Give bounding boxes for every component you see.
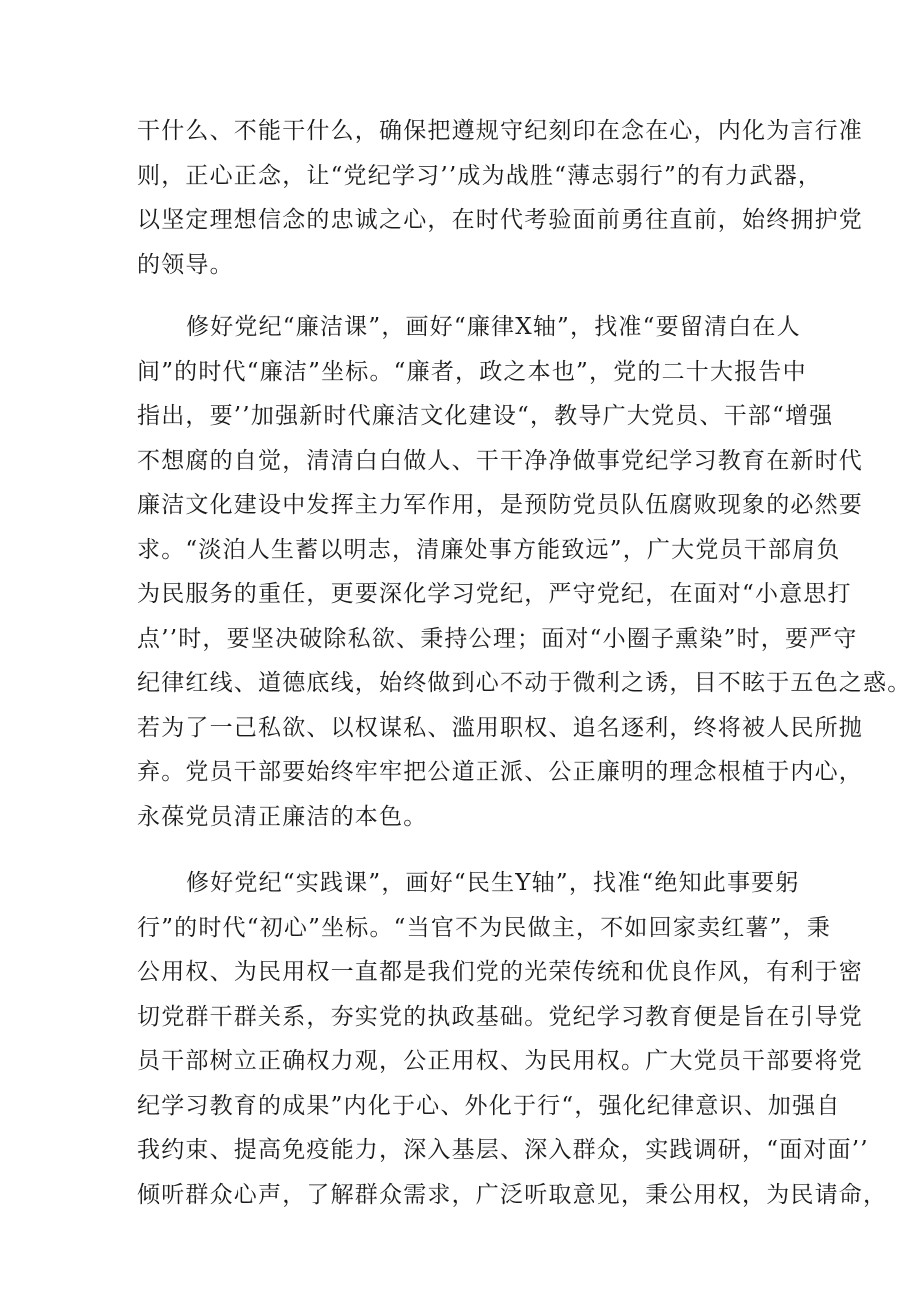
text-line: 永葆党员清正廉洁的本色。	[137, 803, 428, 830]
text-line-indented: 修好党纪“廉洁课”，画好“廉律X轴”，找准“要留清白在人	[186, 314, 801, 340]
text-line: 纪律红线、道德底线，始终做到心不动于微利之诱，目不眩于五色之惑。	[137, 670, 912, 696]
text-line: 求。“淡泊人生蓄以明志，清廉处事方能致远”，广大党员干部肩负	[137, 536, 841, 563]
text-line: 行”的时代“初心”坐标。“当官不为民做主，不如回家卖红薯”，秉	[137, 914, 831, 941]
text-line: 则，正心正念，让“党纪学习’’成为战胜“薄志弱行”的有力武器，	[137, 162, 823, 189]
text-line: 员干部树立正确权力观，公正用权、为民用权。广大党员干部要将党	[137, 1048, 863, 1074]
text-line: 指出，要’’加强新时代廉洁文化建设“，教导广大党员、干部“增强	[137, 403, 834, 429]
paragraph-2	[137, 305, 912, 839]
text-line: 倾听群众心声，了解群众需求，广泛听取意见，秉公用权，为民请命，	[137, 1181, 888, 1208]
text-line: 间”的时代“廉洁”坐标。“廉者，政之本也”，党的二十大报告中	[137, 358, 807, 385]
text-line: 公用权、为民用权一直都是我们党的光荣传统和优良作风，有利于密	[137, 959, 863, 985]
text-line: 不想腐的自觉，清清白白做人、干干净净做事党纪学习教育在新时代	[137, 447, 863, 474]
text-line: 的领导。	[137, 251, 234, 278]
text-line: 纪学习教育的成果”内化于心、外化于行“，强化纪律意识、加强自	[137, 1092, 841, 1119]
text-line: 干什么、不能干什么，确保把遵规守纪刻印在念在心，内化为言行准	[137, 118, 863, 144]
text-line: 若为了一己私欲、以权谋私、滥用职权、追名逐利，终将被人民所抛	[137, 714, 863, 741]
text-line: 切党群干群关系，夯实党的执政基础。党纪学习教育便是旨在引导党	[137, 1003, 863, 1030]
paragraph-3	[137, 861, 888, 1217]
text-line: 我约束、提高免疫能力，深入基层、深入群众，实践调研，“面对面’’	[137, 1137, 869, 1163]
text-line: 弃。党员干部要始终牢牢把公道正派、公正廉明的理念根植于内心，	[137, 759, 863, 785]
text-line: 为民服务的重任，更要深化学习党纪，严守党纪，在面对“小意思打	[137, 581, 852, 607]
text-line: 廉洁文化建设中发挥主力军作用，是预防党员队伍腐败现象的必然要	[137, 492, 863, 518]
paragraph-1	[137, 109, 863, 287]
text-line: 以坚定理想信念的忠诚之心，在时代考验面前勇往直前，始终拥护党	[137, 207, 863, 233]
text-line: 点’’时，要坚决破除私欲、秉持公理；面对“小圈子熏染”时，要严守	[137, 625, 858, 652]
text-line-indented: 修好党纪“实践课”，画好“民生Y轴”，找准“绝知此事要躬	[186, 870, 800, 896]
